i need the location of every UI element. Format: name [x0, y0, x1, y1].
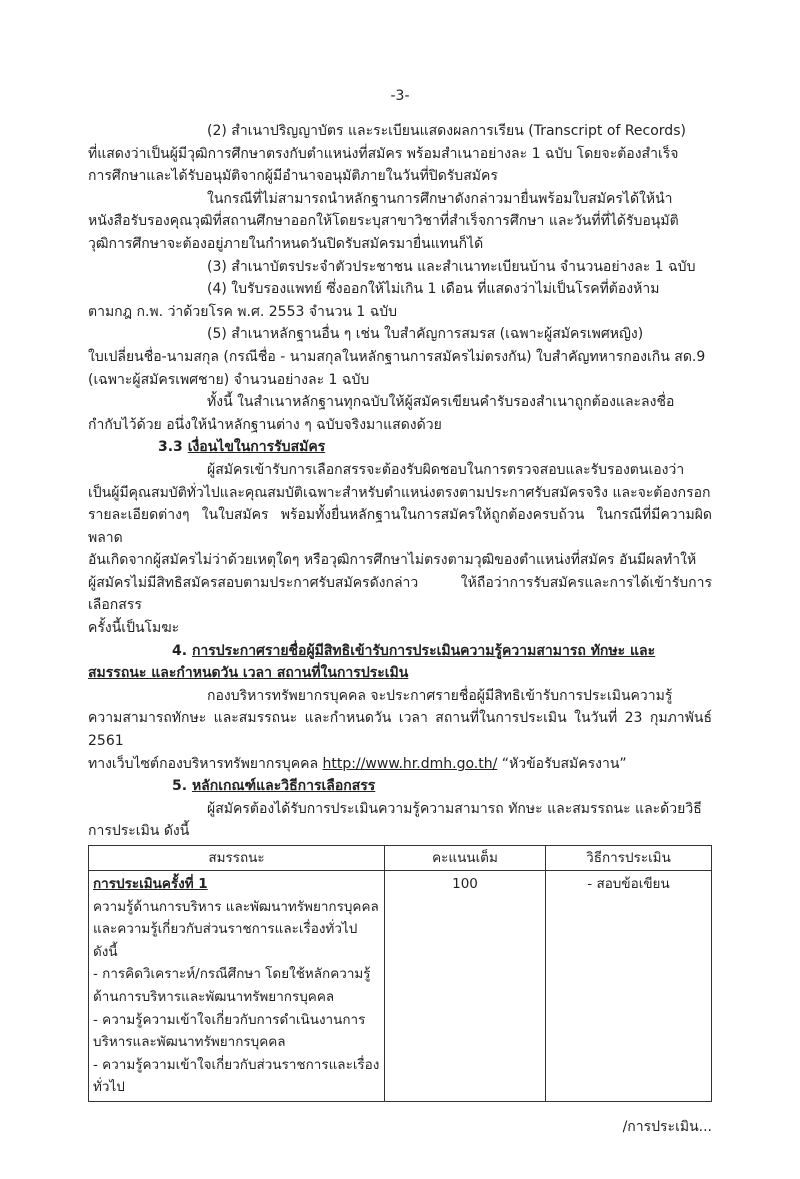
paragraph-line: ผู้สมัครไม่มีสิทธิสมัครสอบตามประกาศรับสมัครดังกล่าว ให้ถือว่าการรับสมัครและการได้เข้ารับการเลือกสรร — [88, 574, 712, 614]
text: “หัวข้อรับสมัครงาน” — [501, 755, 627, 772]
paragraph-line: กองบริหารทรัพยากรบุคคล จะประกาศรายชื่อผู้มีสิทธิเข้ารับการประเมินความรู้ — [207, 687, 673, 704]
col-header-method: วิธีการประเมิน — [546, 846, 712, 871]
section-title: การประกาศรายชื่อผู้มีสิทธิเข้ารับการประเมินความรู้ความสามารถ ทักษะ และ — [191, 642, 656, 659]
section-number: 3.3 — [158, 439, 183, 456]
table-row — [89, 871, 712, 1102]
paragraph-line: การศึกษาและได้รับอนุมัติจากผู้มีอำนาจอนุมัติภายในวันที่ปิดรับสมัคร — [88, 168, 498, 185]
paragraph-line: เป็นผู้มีคุณสมบัติทั่วไปและคุณสมบัติเฉพาะสำหรับตำแหน่งตรงตามประกาศรับสมัครจริง และจะต้องกรอก — [88, 484, 711, 501]
cell-line: ความรู้ด้านการบริหาร และพัฒนาทรัพยากรบุคคล — [93, 898, 379, 915]
text: ทางเว็บไซต์กองบริหารทรัพยากรบุคคล — [88, 755, 319, 772]
paragraph-line: วุฒิการศึกษาจะต้องอยู่ภายในกำหนดวันปิดรับสมัครมายื่นแทนก็ได้ — [88, 235, 484, 252]
paragraph-line: (เฉพาะผู้สมัครเพศชาย) จำนวนอย่างละ 1 ฉบับ — [88, 371, 370, 388]
competency-cell — [89, 871, 385, 1102]
paragraph-line: ใบเปลี่ยนชื่อ-นามสกุล (กรณีชื่อ - นามสกุลในหลักฐานการสมัครไม่ตรงกัน) ใบสำคัญทหารกองเกิน สด.9 — [88, 348, 706, 365]
continuation-text: /การประเมิน... — [622, 1118, 712, 1135]
col-header-full-score: คะแนนเต็ม — [385, 846, 546, 871]
paragraph-line: ผู้สมัครเข้ารับการเลือกสรรจะต้องรับผิดชอบในการตรวจสอบและรับรองตนเองว่า — [207, 461, 685, 478]
section-heading-3-3 — [88, 436, 712, 459]
paragraph-line: กำกับไว้ด้วย อนึ่งให้นำหลักฐานต่าง ๆ ฉบับจริงมาแสดงด้วย — [88, 416, 442, 433]
paragraph-line: ทั้งนี้ ในสำเนาหลักฐานทุกฉบับให้ผู้สมัครเขียนคำรับรองสำเนาถูกต้องและลงชื่อ — [207, 394, 675, 411]
assessment-table — [88, 845, 712, 1102]
col-header-competency: สมรรถนะ — [89, 846, 385, 871]
page-number: -3- — [390, 88, 410, 104]
paragraph-line: ครั้งนี้เป็นโมฆะ — [88, 620, 180, 637]
section-heading-4 — [88, 640, 712, 663]
table-header-row — [89, 846, 712, 871]
cell-line: - การคิดวิเคราะห์/กรณีศึกษา โดยใช้หลักความรู้ — [93, 966, 371, 983]
paragraph-line: อันเกิดจากผู้สมัครไม่ว่าด้วยเหตุใดๆ หรือวุฒิการศึกษาไม่ตรงตามวุฒิของตำแหน่งที่สมัคร อันมีผลทำให้ — [88, 552, 697, 569]
paragraph-line: หนังสือรับรองคุณวุฒิที่สถานศึกษาออกให้โดยระบุสาขาวิชาที่สำเร็จการศึกษา และวันที่ที่ได้รับอนุมัติ — [88, 213, 679, 230]
paragraph-line: ผู้สมัครต้องได้รับการประเมินความรู้ความสามารถ ทักษะ และสมรรถนะ และด้วยวิธี — [207, 800, 702, 817]
cell-line: - ความรู้ความเข้าใจเกี่ยวกับการดำเนินงานการ — [93, 1011, 366, 1028]
paragraph-line: (4) ใบรับรองแพทย์ ซึ่งออกให้ไม่เกิน 1 เดือน ที่แสดงว่าไม่เป็นโรคที่ต้องห้าม — [207, 281, 660, 298]
section-number: 5. — [172, 778, 188, 795]
cell-line: บริหารและพัฒนาทรัพยากรบุคคล — [93, 1034, 286, 1051]
cell-line: ด้านการบริหารและพัฒนาทรัพยากรบุคคล — [93, 988, 335, 1005]
section-heading-5 — [88, 775, 712, 798]
paragraph-line: ความสามารถทักษะ และสมรรถนะ และกำหนดวัน เวลา สถานที่ในการประเมิน ในวันที่ 23 กุมภาพันธ์ 2561 — [88, 710, 712, 750]
cell-line: - ความรู้ความเข้าใจเกี่ยวกับส่วนราชการและเรื่องทั่วไป — [93, 1056, 380, 1096]
full-score-cell: 100 — [385, 871, 546, 1102]
cell-line: และความรู้เกี่ยวกับส่วนราชการและเรื่องทั่วไป ดังนี้ — [93, 921, 358, 960]
section-number: 4. — [172, 642, 188, 659]
method-cell: - สอบข้อเขียน — [546, 871, 712, 1102]
paragraph-line: การประเมิน ดังนี้ — [88, 823, 190, 840]
paragraph-line — [88, 753, 712, 776]
paragraph-line: ในกรณีที่ไม่สามารถนำหลักฐานการศึกษาดังกล่าวมายื่นพร้อมใบสมัครได้ให้นำ — [207, 190, 673, 207]
paragraph-line: รายละเอียดต่างๆ ในใบสมัคร พร้อมทั้งยื่นหลักฐานในการสมัครให้ถูกต้องครบถ้วน ในกรณีที่มีความผิดพลาด — [88, 507, 712, 546]
section-title: หลักเกณฑ์และวิธีการเลือกสรร — [191, 778, 376, 795]
paragraph-line: (5) สำเนาหลักฐานอื่น ๆ เช่น ใบสำคัญการสมรส (เฉพาะผู้สมัครเพศหญิง) — [207, 326, 644, 343]
section-title-cont: สมรรถนะ และกำหนดวัน เวลา สถานที่ในการประเมิน — [88, 665, 409, 682]
hr-website-link[interactable]: http://www.hr.dmh.go.th/ — [322, 755, 498, 772]
paragraph-line: ตามกฎ ก.พ. ว่าด้วยโรค พ.ศ. 2553 จำนวน 1 ฉบับ — [88, 303, 398, 320]
paragraph-line: (2) สำเนาปริญญาบัตร และระเบียนแสดงผลการเรียน (Transcript of Records) — [207, 123, 686, 139]
section-title: เงื่อนไขในการรับสมัคร — [187, 439, 326, 456]
paragraph-line: ที่แสดงว่าเป็นผู้มีวุฒิการศึกษาตรงกับตำแหน่งที่สมัคร พร้อมสำเนาอย่างละ 1 ฉบับ โดยจะต้องสำเร็จ — [88, 145, 679, 162]
row-title: การประเมินครั้งที่ 1 — [93, 876, 208, 892]
paragraph-line: (3) สำเนาบัตรประจำตัวประชาชน และสำเนาทะเบียนบ้าน จำนวนอย่างละ 1 ฉบับ — [207, 258, 696, 275]
